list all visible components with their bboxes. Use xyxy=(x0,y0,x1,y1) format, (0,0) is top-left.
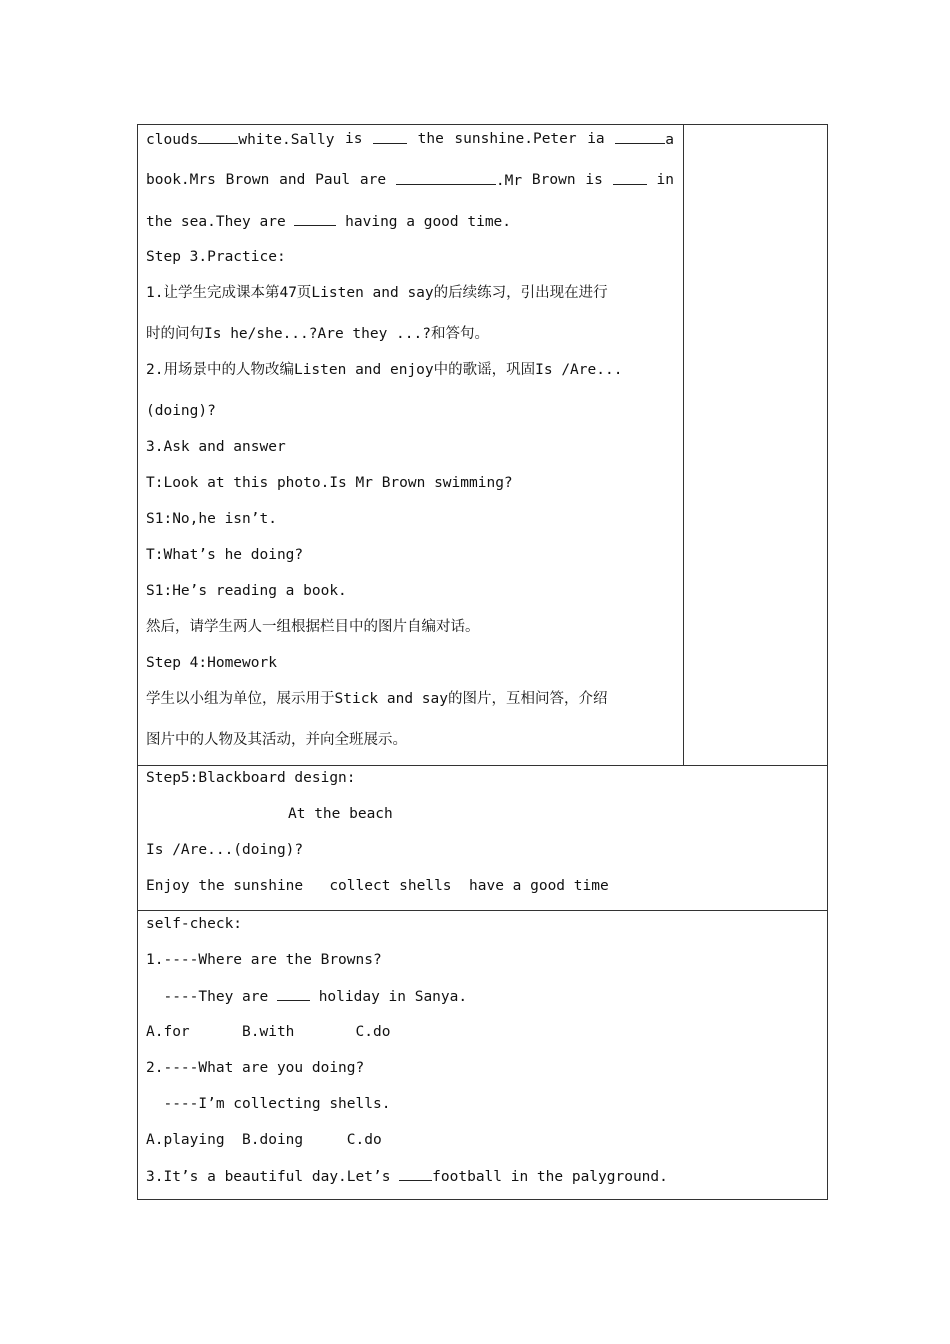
text: in xyxy=(656,172,674,188)
text: sunshine.Peter xyxy=(454,131,577,147)
text: having a good time. xyxy=(345,214,512,230)
fill-line-2 xyxy=(146,170,674,191)
text: 3.It’s a beautiful day.Let’s xyxy=(146,1169,391,1185)
text: and xyxy=(279,172,306,188)
fill-line-1 xyxy=(146,129,674,150)
text: is xyxy=(345,131,363,147)
practice-1b: 时的问句Is he/she...?Are they ...?和答句。 xyxy=(146,326,489,342)
text: ----They are xyxy=(146,989,269,1005)
question-1-answer xyxy=(146,986,467,1007)
dialog-1: T:Look at this photo.Is Mr Brown swimming? xyxy=(146,475,513,491)
practice-2a: 2.用场景中的人物改编Listen and enjoy中的歌谣，巩固Is /Are... xyxy=(146,362,623,378)
blackboard-heading: At the beach xyxy=(288,806,393,822)
fill-line-3 xyxy=(146,211,511,232)
step4-heading: Step 4:Homework xyxy=(146,655,277,671)
homework-1: 学生以小组为单位，展示用于Stick and say的图片，互相问答，介绍 xyxy=(146,691,608,707)
text: is xyxy=(585,172,603,188)
blank xyxy=(396,170,496,185)
text: holiday in Sanya. xyxy=(318,989,468,1005)
practice-4: 然后，请学生两人一组根据栏目中的图片自编对话。 xyxy=(146,619,480,635)
blank xyxy=(198,129,238,144)
text: Paul xyxy=(315,172,351,188)
question-2-answer: ----I’m collecting shells. xyxy=(146,1096,391,1112)
text: a xyxy=(665,132,674,148)
self-check-row xyxy=(138,911,827,1199)
blank xyxy=(615,129,665,144)
text: book.Mrs xyxy=(146,172,216,188)
question-2: 2.----What are you doing? xyxy=(146,1060,365,1076)
text: Brown xyxy=(225,172,270,188)
dialog-4: S1:He’s reading a book. xyxy=(146,583,347,599)
homework-2: 图片中的人物及其活动，并向全班展示。 xyxy=(146,732,407,748)
blackboard-row xyxy=(138,765,827,911)
blank xyxy=(277,986,310,1001)
question-1-options: A.for B.with C.do xyxy=(146,1024,391,1040)
procedure-row xyxy=(138,125,827,766)
dialog-2: S1:No,he isn’t. xyxy=(146,511,277,527)
blank xyxy=(373,129,407,144)
text: are xyxy=(359,172,387,188)
blank xyxy=(294,211,336,226)
text: Brown xyxy=(531,172,576,188)
text: the xyxy=(417,131,444,147)
text: clouds xyxy=(146,132,199,148)
practice-1a: 1.让学生完成课本第47页Listen and say的后续练习，引出现在进行 xyxy=(146,285,608,301)
blackboard-phrases: Enjoy the sunshine collect shells have a good time xyxy=(146,878,609,894)
lesson-table xyxy=(137,124,828,1200)
text: ia xyxy=(587,131,605,147)
text: the sea.They are xyxy=(146,214,286,230)
blackboard-title: Step5:Blackboard design: xyxy=(146,770,356,786)
dialog-3: T:What’s he doing? xyxy=(146,547,304,563)
text: .Mr xyxy=(495,173,523,189)
step3-heading: Step 3.Practice: xyxy=(146,249,286,265)
question-3 xyxy=(146,1166,668,1187)
blank xyxy=(613,170,647,185)
practice-3: 3.Ask and answer xyxy=(146,439,286,455)
self-check-title: self-check: xyxy=(146,916,243,932)
practice-2b: (doing)? xyxy=(146,403,216,419)
text: football in the palyground. xyxy=(432,1169,668,1185)
question-1: 1.----Where are the Browns? xyxy=(146,952,382,968)
blackboard-pattern: Is /Are...(doing)? xyxy=(146,842,304,858)
text: white.Sally xyxy=(238,132,335,148)
blank xyxy=(399,1166,432,1181)
procedure-cell xyxy=(138,125,684,765)
question-2-options: A.playing B.doing C.do xyxy=(146,1132,382,1148)
